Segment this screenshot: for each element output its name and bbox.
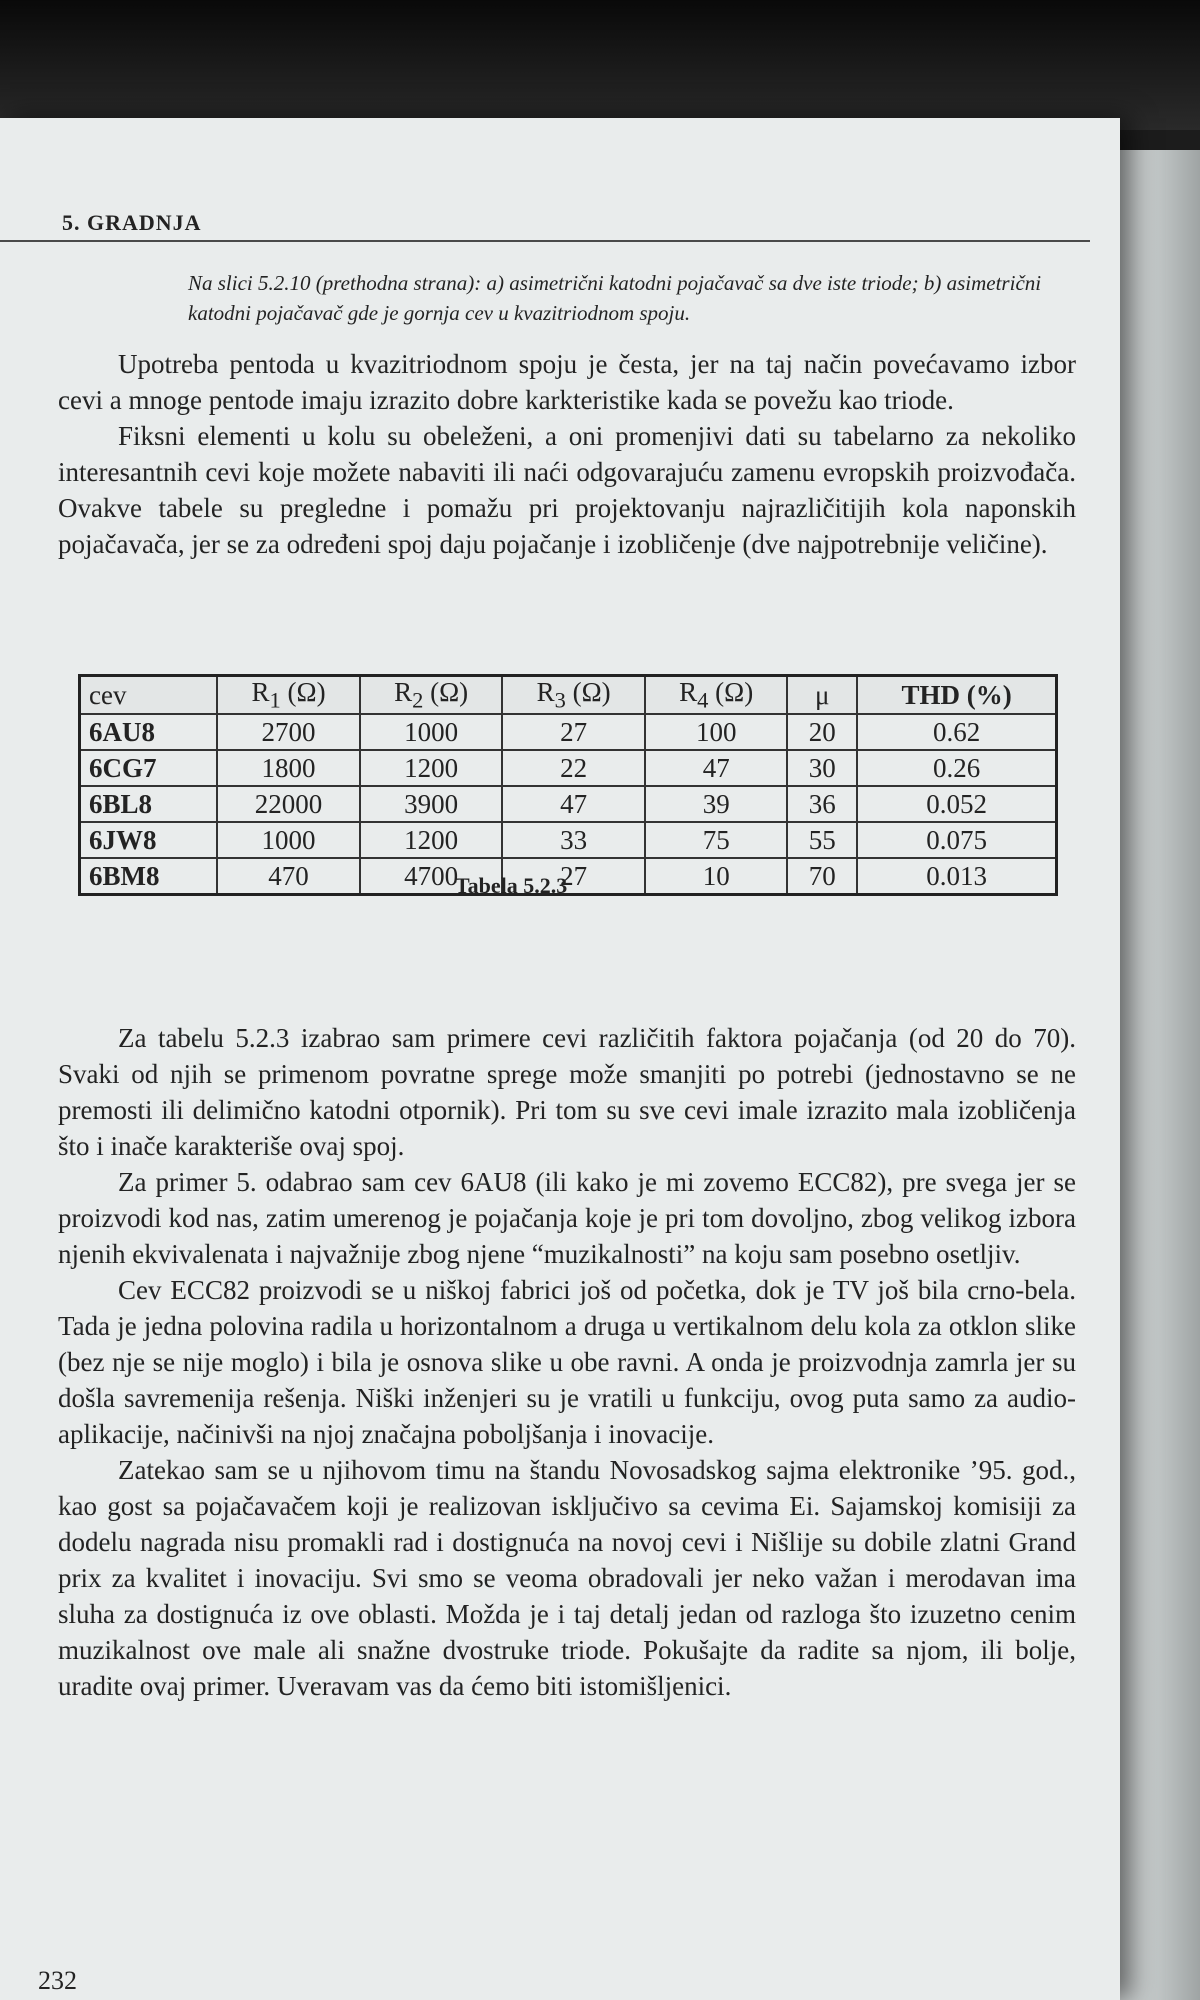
cell-r3: 33 [502,822,645,858]
cell-mu: 70 [787,858,857,895]
cell-mu: 30 [787,750,857,786]
cell-cev: 6AU8 [80,714,218,750]
header-rule [0,240,1090,242]
cell-thd: 0.26 [857,750,1056,786]
paragraph: Fiksni elementi u kolu su obeleženi, a oni promenjivi dati su tabelarno za nekoliko interesantnih cevi koje možete nabaviti ili naći odgovarajuću zamenu evropskih proizvođača. Ovakve tabele su pregledne i pomažu pri projektovanju najrazličitijih kola naponskih pojačavača, jer se za određeni spoj daju pojačanje i izobličenje (dve najpotrebnije veličine). [58,421,1076,559]
col-r2: $R_2$ (Ω) [360,676,503,715]
table-row [80,786,1057,822]
col-r3: $R_3$ (Ω) [502,676,645,715]
cell-r3: 47 [502,786,645,822]
cell-r4: 75 [645,822,788,858]
col-cev: cev [80,676,218,715]
paragraph: Za primer 5. odabrao sam cev 6AU8 (ili kako je mi zovemo ECC82), pre svega jer se proizvodi kod nas, zatim umerenog je pojačanja koje je pri tom dovoljno, zbog velikog izbora njenih ekvivalenata i najvažnije zbog njene “muzikalnosti” na koju sam posebno osetljiv. [58,1167,1076,1269]
body-text-top [58,346,1076,562]
table-caption: Tabela 5.2.3 [455,873,568,898]
table-row [80,714,1057,750]
cell-r3: 27 [502,714,645,750]
tube-table [78,674,1058,896]
cell-cev: 6BL8 [80,786,218,822]
cell-r1: 2700 [217,714,360,750]
cell-r4: 10 [645,858,788,895]
cell-r2: 1200 [360,750,503,786]
cell-mu: 55 [787,822,857,858]
page-number: 232 [38,1966,77,1995]
paragraph: Zatekao sam se u njihovom timu na štandu Novosadskog sajma elektronike ’95. god., kao gost sa pojačavačem koji je realizovan isključivo sa cevima Ei. Sajamskoj komisiji za dodelu nagrada nisu promakli rad i dostignuća na novoj cevi i Nišlije su dobile zlatni Grand prix za kvalitet i inovaciju. Svi smo se veoma obradovali jer neko važan i merodavan ima sluha za dostignuća iz ove oblasti. Možda je i taj detalj jedan od razloga što izuzetno cenim muzikalnost ove male ali snažne dvostruke triode. Pokušajte da radite sa njom, ili bolje, uradite ovaj primer. Uveravam vas da ćemo biti istomišljenici. [58,1455,1076,1701]
cell-r1: 1800 [217,750,360,786]
cell-thd: 0.052 [857,786,1056,822]
cell-r2: 1200 [360,822,503,858]
col-r1: $R_1$ (Ω) [217,676,360,715]
book-page [0,118,1120,2000]
col-r4: $R_4$ (Ω) [645,676,788,715]
body-text-bottom [58,1020,1076,1704]
cell-r2: 4700 [360,858,503,895]
paragraph: Cev ECC82 proizvodi se u niškoj fabrici još od početka, dok je TV još bila crno-bela. Tada je jedna polovina radila u horizontalnom a druga u vertikalnom delu kola za otklon slike (bez nje se nije moglo) i bila je osnova slike u obe ravni. A onda je proizvodnja zamrla jer su došla savremenija rešenja. Niški inženjeri su je vratili u funkciju, ovog puta samo za audio-aplikacije, načinivši na njoj značajna poboljšanja i inovacije. [58,1275,1076,1449]
cell-r4: 47 [645,750,788,786]
cell-r1: 22000 [217,786,360,822]
cell-thd: 0.013 [857,858,1056,895]
cell-r4: 100 [645,714,788,750]
cell-r1: 470 [217,858,360,895]
cell-r2: 1000 [360,714,503,750]
table-row [80,858,1057,895]
cell-thd: 0.62 [857,714,1056,750]
col-mu: μ [787,676,857,715]
table-header-row [80,676,1057,715]
cell-r1: 1000 [217,822,360,858]
cell-thd: 0.075 [857,822,1056,858]
cell-r3: 22 [502,750,645,786]
cell-cev: 6BM8 [80,858,218,895]
cell-mu: 20 [787,714,857,750]
paragraph: Upotreba pentoda u kvazitriodnom spoju je česta, jer na taj način povećavamo izbor cevi a mnoge pentode imaju izrazito dobre karkteristike kada se povežu kao triode. [58,349,1076,415]
top-background [0,0,1200,130]
cell-cev: 6CG7 [80,750,218,786]
table-row [80,750,1057,786]
cell-r3: 27 [502,858,645,895]
table-row [80,822,1057,858]
cell-mu: 36 [787,786,857,822]
cell-r2: 3900 [360,786,503,822]
figure-caption: Na slici 5.2.10 (prethodna strana): a) asimetrični katodni pojačavač sa dve iste triode; b) asimetrični katodni pojačavač gde je gornja cev u kvazitriodnom spoju. [188,271,1042,325]
col-thd: THD (%) [857,676,1056,715]
cell-cev: 6JW8 [80,822,218,858]
paragraph: Za tabelu 5.2.3 izabrao sam primere cevi različitih faktora pojačanja (od 20 do 70). Svaki od njih se primenom povratne sprege može smanjiti po potrebi (jednostavno se ne premosti ili delimično katodni otpornik). Pri tom su sve cevi imale izrazito mala izobličenja što i inače karakteriše ovaj spoj. [58,1023,1076,1161]
chapter-header: 5. GRADNJA [62,210,202,235]
cell-r4: 39 [645,786,788,822]
